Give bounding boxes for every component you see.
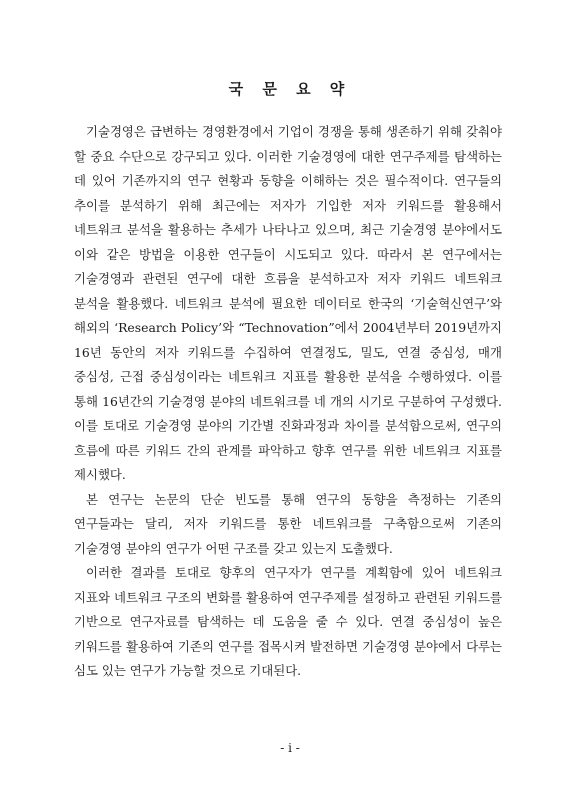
- abstract-paragraph-3: 이러한 결과를 토대로 향후의 연구자가 연구를 계획함에 있어 네트워크 지표와 네트워크 구조의 변화를 활용하여 연구주제를 설정하고 관련된 키워드를 기반으로 연구자료를 탐색하는 데 도움을 줄 수 있다. 연결 중심성이 높은 키워드를 활용하여 기존의 연구를 접목시켜 발전하면 기술경영 분야에서 다루는 심도 있는 연구가 가능할 것으로 기대된다.: [74, 565, 502, 678]
- page-title: 국 문 요 약: [228, 80, 352, 98]
- abstract-paragraph-2: 본 연구는 논문의 단순 빈도를 통해 연구의 동향을 측정하는 기존의 연구들과는 달리, 저자 키워드를 통한 네트워크를 구축함으로써 기존의 기술경영 분야의 연구가 어떤 구조를 갖고 있는지 도출했다.: [74, 491, 502, 556]
- page-number: - i -: [280, 741, 300, 755]
- abstract-body: [74, 120, 502, 684]
- abstract-paragraph-1: 기술경영은 급변하는 경영환경에서 기업이 경쟁을 통해 생존하기 위해 갖춰야 할 중요 수단으로 강구되고 있다. 이러한 기술경영에 대한 연구주제를 탐색하는 데 있어 기존까지의 연구 현황과 동향을 이해하는 것은 필수적이다. 연구들의 추이를 분석하기 위해 최근에는 저자가 기입한 저자 키워드를 활용해서 네트워크 분석을 활용하는 추세가 나타나고 있으며, 최근 기술경영 분야에서도 이와 같은 방법을 이용한 연구들이 시도되고 있다. 따라서 본 연구에서는 기술경영과 관련된 연구에 대한 흐름을 분석하고자 저자 키워드 네트워크 분석을 활용했다. 네트워크 분석에 필요한 데이터로 한국의 ‘기술혁신연구’와 해외의 ‘Research Policy’와 “Technovation”에서 2004년부터 2019년까지 16년 동안의 저자 키워드를 수집하여 연결정도, 밀도, 연결 중심성, 매개 중심성, 근접 중심성이라는 네트워크 지표를 활용한 분석을 수행하였다. 이를 통해 16년간의 기술경영 분야의 네트워크를 네 개의 시기로 구분하여 구성했다. 이를 토대로 기술경영 분야의 기간별 진화과정과 차이를 분석함으로써, 연구의 흐름에 따른 키워드 간의 관계를 파악하고 향후 연구를 위한 네트워크 지표를 제시했다.: [74, 124, 502, 482]
